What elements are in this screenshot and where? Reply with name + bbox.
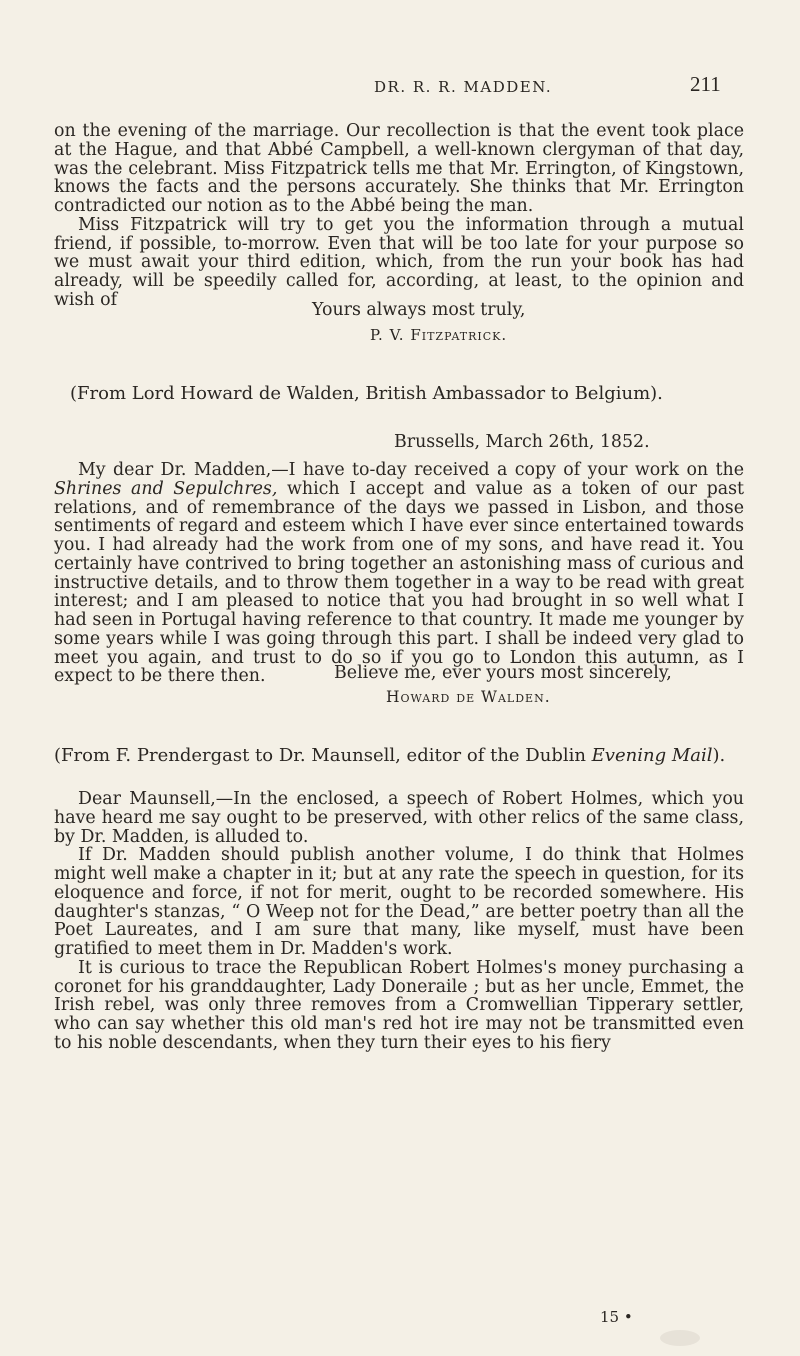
letter-prendergast-heading-post: ).: [712, 745, 726, 766]
letter-prendergast-heading-pre: (From F. Prendergast to Dr. Maunsell, editor of the Dublin: [54, 745, 592, 766]
running-head: [0, 72, 800, 102]
letter-walden-closing: Believe me, ever yours most sincerely,: [334, 663, 672, 683]
paper-smudge: [660, 1330, 700, 1346]
newspaper-title-italic: Evening Mail: [591, 745, 713, 766]
letter-walden-body: [54, 461, 744, 686]
letter-prendergast-para-1: Dear Maunsell,—In the enclosed, a speech of Robert Holmes, which you have heard me say ought to be preserved, with other relics of the same class, by Dr. Madden, is alluded to.: [54, 789, 744, 847]
letter-walden-dateline: Brussells, March 26th, 1852.: [394, 432, 650, 452]
letter-prendergast-para-3: It is curious to trace the Republican Robert Holmes's money purchasing a coronet for his granddaughter, Lady Doneraile ; but as her uncle, Emmet, the Irish rebel, was only three removes from a Cromwellian Tipperary settler, who can say whether this old man's red hot ire may not be transmitted even to his noble descendants, when they turn their eyes to his fiery: [54, 957, 744, 1053]
letter-walden-signature: Howard de Walden.: [386, 688, 551, 706]
letter-fitzpatrick-signature: P. V. Fitzpatrick.: [370, 326, 508, 344]
letter-walden-body-post: which I accept and value as a token of our past relations, and of remembrance of the days we passed in Lisbon, and those sentiments of regard and esteem which I have ever since entertained towards you. I had already had the work from one of my sons, and have read it. You certainly have contrived to bring together an astonishing mass of curious and instructive details, and to throw them together in a way to be read with great interest; and I am pleased to notice that you had brought in so well what I had seen in Portugal having reference to that country. It made me younger by some years while I was going through this part. I shall be indeed very glad to meet you again, and trust to do so if you go to London this autumn, as I expect to be there then.: [54, 478, 744, 687]
letter-prendergast: [54, 790, 744, 1053]
letter-fitzpatrick-body: on the evening of the marriage. Our recollection is that the event took place at the Hague, and that Abbé Campbell, a well-known clergyman of that day, was the celebrant. Miss Fitzpatrick tells me that Mr. Errington, of Kingstown, knows the facts and the persons accurately. She thinks that Mr. Errington contradicted our notion as to the Abbé being the man.: [54, 121, 744, 216]
signature-mark: 15 •: [600, 1308, 633, 1326]
letter-fitzpatrick: [54, 122, 744, 310]
letter-prendergast-para-2: If Dr. Madden should publish another volume, I do think that Holmes might well make a chapter in it; but at any rate the speech in question, for its eloquence and force, if not for merit, ought to be recorded somewhere. His daughter's stanzas, “ O Weep not for the Dead,” are better poetry than all the Poet Laureates, and I am sure that many, like myself, must have been gratified to meet them in Dr. Madden's work.: [54, 845, 744, 959]
running-title: DR. R. R. MADDEN.: [374, 78, 553, 96]
book-title-italic: Shrines and Sepulchres,: [54, 478, 278, 499]
letter-walden-heading: (From Lord Howard de Walden, British Ambassador to Belgium).: [70, 383, 663, 404]
letter-walden: [54, 461, 744, 686]
letter-fitzpatrick-closing: Yours always most truly,: [312, 300, 526, 320]
letter-walden-body-pre: My dear Dr. Madden,—I have to-day received a copy of your work on the: [78, 460, 744, 480]
page-number: 211: [690, 72, 721, 96]
letter-prendergast-heading: [54, 745, 734, 766]
letter-fitzpatrick-body-2: Miss Fitzpatrick will try to get you the information through a mutual friend, if possible, to-morrow. Even that will be too late for your purpose so we must await your third edition, which, from the run your book has had already, will be speedily called for, according, at least, to the opinion and wish of: [54, 214, 744, 310]
